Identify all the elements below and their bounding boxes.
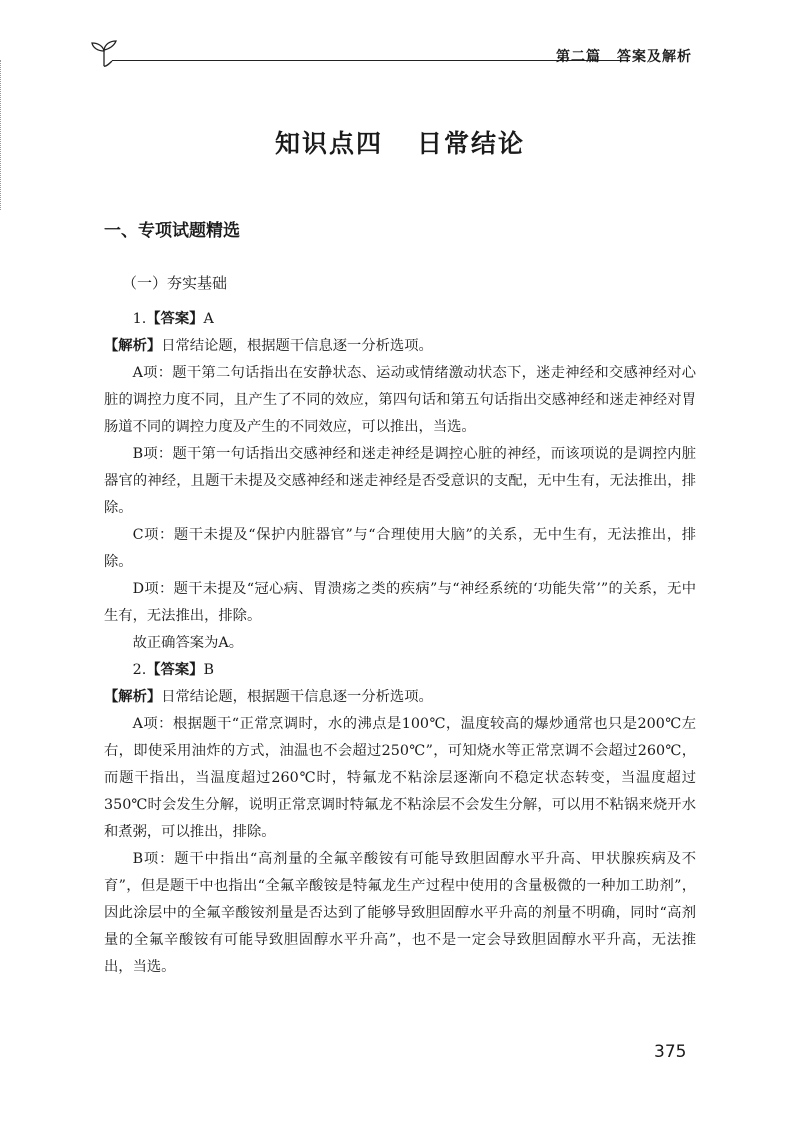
running-header — [90, 40, 700, 70]
answer-content — [104, 306, 696, 981]
header-title: 答案及解析 — [617, 49, 692, 65]
analysis-text: 日常结论题，根据题干信息逐一分析选项。 — [161, 689, 433, 705]
page-title-part1: 知识点四 — [274, 129, 383, 158]
option-paragraph: D项：题干未提及“冠心病、胃溃疡之类的疾病”与“神经系统的‘功能失常’”的关系，无中生有，无法推出，排除。 — [104, 581, 696, 624]
header-text — [556, 46, 692, 66]
answer-number: 2. — [132, 662, 147, 678]
answer-value: A — [203, 311, 214, 327]
header-rule — [112, 60, 630, 61]
answer-label: 【答案】 — [146, 662, 204, 678]
answer-label: 【答案】 — [146, 311, 204, 327]
answer-number: 1. — [132, 311, 147, 327]
analysis-line — [104, 333, 696, 360]
option-paragraph: A项：题干第二句话指出在安静状态、运动或情绪激动状态下，迷走神经和交感神经对心脏的调控力度不同，且产生了不同的效应，第四句话和第五句话指出交感神经和迷走神经对胃肠道不同的调控力度及产生的不同效应，可以推出，当选。 — [104, 365, 696, 435]
page-number: 375 — [654, 1042, 687, 1062]
conclusion: 故正确答案为A。 — [132, 635, 243, 651]
option-paragraph: A项：根据题干“正常烹调时，水的沸点是100℃，温度较高的爆炒通常也只是200℃左右，即使采用油炸的方式，油温也不会超过250℃”，可知烧水等正常烹调不会超过260℃，而题干指出，当温度超过260℃时，特氟龙不粘涂层逐渐向不稳定状态转变，当温度超过350℃时会发生分解，说明正常烹调时特氟龙不粘涂层不会发生分解，可以用不粘锅来烧开水和煮粥，可以推出，排除。 — [104, 716, 696, 840]
answer-line — [104, 657, 696, 684]
option-paragraph: B项：题干第一句话指出交感神经和迷走神经是调控心脏的神经，而该项说的是调控内脏器官的神经，且题干未提及交感神经和迷走神经是否受意识的支配，无中生有，无法推出，排除。 — [104, 446, 696, 516]
header-part: 第二篇 — [556, 49, 601, 65]
section-heading: 一、专项试题精选 — [104, 221, 240, 241]
page-title-part2: 日常结论 — [417, 129, 526, 158]
sub-heading: （一）夯实基础 — [122, 274, 228, 292]
analysis-text: 日常结论题，根据题干信息逐一分析选项。 — [161, 338, 433, 354]
analysis-label: 【解析】 — [104, 338, 162, 354]
option-paragraph: C项：题干未提及“保护内脏器官”与“合理使用大脑”的关系，无中生有，无法推出，排除。 — [104, 527, 696, 570]
answer-line — [104, 306, 696, 333]
analysis-label: 【解析】 — [104, 689, 162, 705]
option-paragraph: B项：题干中指出“高剂量的全氟辛酸铵有可能导致胆固醇水平升高、甲状腺疾病及不育”，但是题干中也指出“全氟辛酸铵是特氟龙生产过程中使用的含量极微的一种加工助剂”，因此涂层中的全氟辛酸铵剂量是否达到了能够导致胆固醇水平升高的剂量不明确，同时“高剂量的全氟辛酸铵有可能导致胆固醇水平升高”，也不是一定会导致胆固醇水平升高，无法推出，当选。 — [104, 851, 696, 975]
analysis-line — [104, 684, 696, 711]
page-title — [0, 124, 800, 160]
answer-value: B — [203, 662, 214, 678]
sprout-icon — [90, 40, 120, 68]
